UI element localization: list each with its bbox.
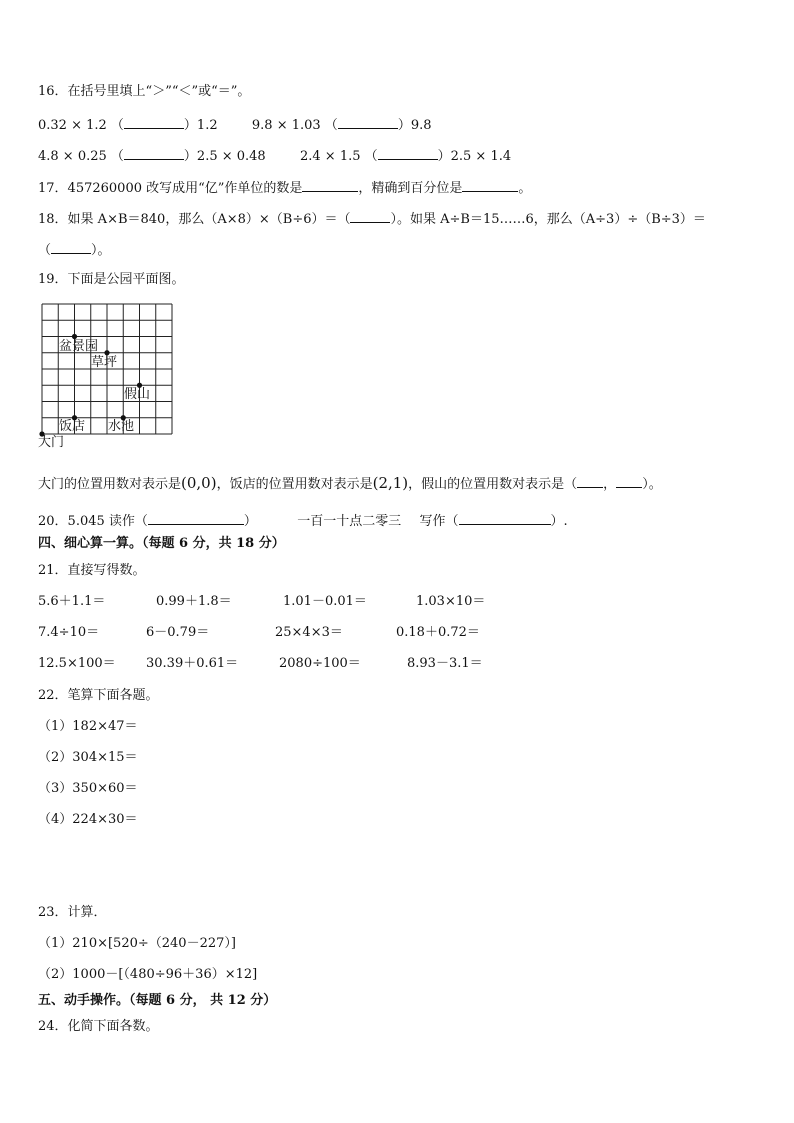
restaurant-coordinate: (2,1) [372,474,409,492]
q16-row1-b-left: 9.8 × 1.03 （ [251,118,338,133]
q20-text3: 一百一十点二零三 [297,514,402,529]
calc-item: 1.01－0.01＝ [283,594,367,609]
bonsai-garden-label: 盆景园 [59,339,99,354]
q18-text2: ）。如果 A÷B＝15……6，那么（A÷3）÷（B÷3）＝ [390,212,706,227]
q21-title: 21．直接写得数。 [38,563,146,578]
q16-row2 [38,145,511,166]
answer-blank[interactable] [616,473,642,488]
q20-text4: 写作（ [419,514,459,529]
answer-blank[interactable] [338,114,398,129]
q22-title: 22．笔算下面各题。 [38,688,159,703]
gate-coordinate: (0,0) [181,474,217,492]
calc-item: 5.6＋1.1＝ [38,594,106,609]
q16-row2-a-left: 4.8 × 0.25 （ [38,149,124,164]
answer-blank[interactable] [462,177,518,192]
q24-title: 24．化简下面各数。 [38,1019,159,1034]
q16-row2-a-right: ）2.5 × 0.48 [183,149,266,164]
calc-item: 25×4×3＝ [275,625,343,640]
q20-text2: ） [243,514,257,529]
q17-text2: ，精确到百分位是 [358,181,463,196]
calc-item: 6－0.79＝ [146,625,210,640]
q19-p4: ）。 [642,477,662,492]
calc-item: 30.39＋0.61＝ [146,656,239,671]
restaurant-label: 饭店 [59,419,86,434]
lawn-label: 草坪 [91,355,118,370]
q20 [38,510,568,531]
q16-row1-a-right: ）1.2 [183,118,218,133]
q19-title: 19．下面是公园平面图。 [38,272,185,287]
pool-label: 水池 [108,419,135,434]
q19-p2: ，饭店的位置用数对表示是 [216,477,373,492]
q20-text1: 20．5.045 读作（ [38,514,148,529]
q16-row1-b-right: ）9.8 [397,118,432,133]
q19-p3: ，假山的位置用数对表示是（ [408,477,578,492]
answer-blank[interactable] [302,177,358,192]
answer-blank[interactable] [148,510,244,525]
q23-title: 23．计算． [38,905,107,920]
q16-title: 16．在括号里填上“＞”“＜”或“＝”。 [38,84,251,99]
written-calc-item: （3）350×60＝ [38,781,138,796]
q17-text1: 17．457260000 改写成用“亿”作单位的数是 [38,181,303,196]
section5-title: 五、动手操作。（每题 6 分， 共 12 分） [38,993,277,1008]
q16-row1 [38,114,432,135]
answer-blank[interactable] [577,473,603,488]
answer-blank[interactable] [124,145,184,160]
calc-item: 2080÷100＝ [279,656,361,671]
answer-blank[interactable] [350,208,390,223]
written-calc-item: （1）182×47＝ [38,719,138,734]
calc-item: 7.4÷10＝ [38,625,100,640]
rockery-label: 假山 [124,387,151,402]
q18-line1 [38,208,706,229]
q16-row2-b-right: ）2.5 × 1.4 [437,149,512,164]
q19-p1: 大门的位置用数对表示是 [38,477,182,492]
q18-line2-right: ）。 [91,243,111,258]
q18-line2 [38,239,111,260]
calc-item: 0.99＋1.8＝ [156,594,232,609]
q16-row2-b-left: 2.4 × 1.5 （ [299,149,378,164]
park-plan-map [38,300,218,450]
gate-label: 大门 [38,435,65,450]
q16-row1-a-left: 0.32 × 1.2 （ [38,118,124,133]
answer-blank[interactable] [459,510,551,525]
q18-text1: 18．如果 A×B＝840，那么（A×8）×（B÷6）＝（ [38,212,351,227]
compute-item: （2）1000－[（480÷96＋36）×12] [38,967,258,982]
calc-item: 1.03×10＝ [416,594,486,609]
q17 [38,177,531,198]
written-calc-item: （2）304×15＝ [38,750,138,765]
section4-title: 四、细心算一算。（每题 6 分，共 18 分） [38,536,285,551]
q19-question [38,473,662,494]
q18-line2-left: （ [38,243,52,258]
calc-item: 8.93－3.1＝ [407,656,483,671]
compute-item: （1）210×[520÷（240－227）] [38,936,236,951]
calc-item: 12.5×100＝ [38,656,116,671]
answer-blank[interactable] [124,114,184,129]
calc-item: 0.18＋0.72＝ [396,625,480,640]
q19-comma: ， [603,477,617,492]
q17-text3: 。 [518,181,532,196]
q20-text5: ）. [550,514,568,529]
answer-blank[interactable] [51,239,91,254]
answer-blank[interactable] [378,145,438,160]
written-calc-item: （4）224×30＝ [38,812,138,827]
